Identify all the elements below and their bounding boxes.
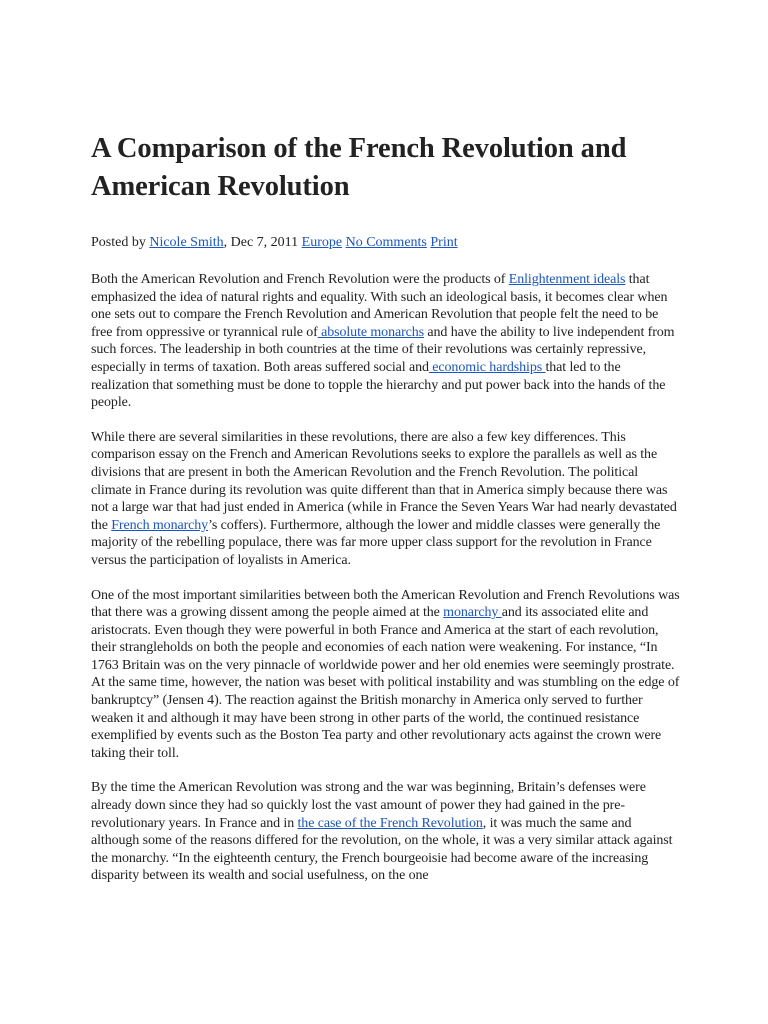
posted-by-label: Posted by (91, 235, 150, 250)
paragraph-1 (91, 271, 681, 412)
comments-link[interactable]: No Comments (345, 235, 427, 250)
text: By the time the American Revolution was strong and the war was beginning, Britain’s defenses were already down since they had so quickly lost the vast amount of power they had gained in the pre-revolutionary years. In France and in (91, 780, 646, 831)
paragraph-4 (91, 779, 681, 885)
text: , it was much the same and although some of the reasons differed for the revolution, on the whole, it was a very similar attack against the monarchy. “In the eighteenth century, the French bourgeoisie had become aware of the increasing disparity between its wealth and social usefulness, on the one (91, 815, 673, 884)
link-enlightenment-ideals[interactable]: Enlightenment ideals (508, 272, 626, 287)
text: While there are several similarities in these revolutions, there are also a few key differences. This comparison essay on the French and American Revolutions seeks to explore the parallels as well as the divisions that are present in both the American Revolution and the French Revolution. The political climate in France during its revolution was quite different than that in America simply because there was not a large war that had just ended in America (while in France the Seven Years War had nearly devastated the (91, 429, 677, 533)
text: that led to the realization that something must be done to topple the hierarchy and put power back into the hands of the people. (91, 359, 666, 411)
article-meta (91, 234, 681, 251)
text: that emphasized the idea of natural rights and equality. With such an ideological basis, it becomes clear when one sets out to compare the French Revolution and American Revolution that people felt the need to be free from oppressive or tyrannical rule of (91, 272, 668, 340)
link-economic-hardships[interactable]: economic hardships (428, 359, 546, 375)
text: ’s coffers). Furthermore, although the lower and middle classes were generally the majority of the rebelling populace, there was far more upper class support for the revolution in France versus the participation of loyalists in America. (91, 517, 661, 568)
article (91, 130, 681, 885)
article-title: A Comparison of the French Revolution and American Revolution (91, 133, 627, 202)
link-monarchy[interactable]: monarchy (443, 605, 502, 621)
link-case-of-french-revolution[interactable]: the case of the French Revolution (297, 815, 483, 831)
text: Both the American Revolution and French Revolution were the products of (91, 272, 509, 287)
category-link[interactable]: Europe (301, 235, 343, 250)
post-date: , Dec 7, 2011 (223, 235, 302, 250)
text: One of the most important similarities between both the American Revolution and French Revolutions was that there was a growing dissent among the people aimed at the (91, 587, 680, 621)
text: and have the ability to live independent from such forces. The leadership in both countries at the time of their revolutions was certainly repressive, especially in terms of taxation. Both areas suffered social and (91, 324, 675, 375)
text: and its associated elite and aristocrats. Even though they were powerful in both France and America at the start of each revolution, their strangleholds on both the people and economies of each nation were weakening. For instance, “In 1763 Britain was on the very pinnacle of worldwide power and her old enemies were seemingly prostrate. At the same time, however, the nation was beset with political instability and was stumbling on the edge of bankruptcy” (Jensen 4). The reaction against the British monarchy in America only served to further weaken it and although it may have been strong in other parts of the world, the continued resistance exemplified by events such as the Boston Tea party and other revolutionary acts against the crown were taking their toll. (91, 605, 680, 761)
print-link[interactable]: Print (430, 235, 458, 250)
link-french-monarchy[interactable]: French monarchy (111, 517, 209, 533)
link-absolute-monarchs[interactable]: absolute monarchs (317, 324, 425, 340)
paragraph-3 (91, 587, 681, 763)
author-link[interactable]: Nicole Smith (149, 235, 224, 250)
paragraph-2 (91, 429, 681, 570)
